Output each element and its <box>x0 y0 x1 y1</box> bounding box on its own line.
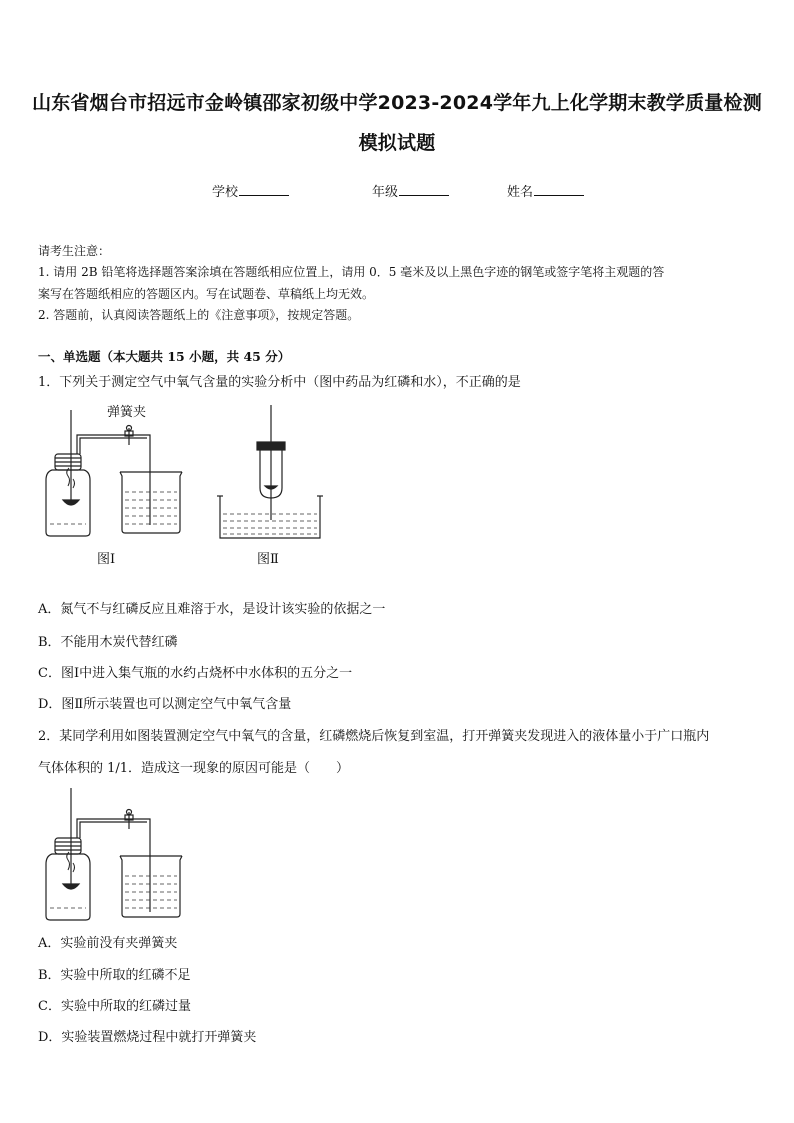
figure-1-apparatus <box>38 400 198 550</box>
q2-option-c[interactable]: C．实验中所取的红磷过量 <box>38 999 191 1014</box>
q2-figure-apparatus <box>38 784 198 929</box>
name-blank[interactable] <box>534 183 584 196</box>
spring-clip-label: 弹簧夹 <box>107 405 147 420</box>
school-field[interactable] <box>212 181 289 200</box>
grade-blank[interactable] <box>399 183 449 196</box>
q1-option-b[interactable]: B．不能用木炭代替红磷 <box>38 635 178 650</box>
notice-item2: 2. 答题前，认真阅读答题纸上的《注意事项》，按规定答题。 <box>38 308 360 322</box>
q2-option-d[interactable]: D．实验装置燃烧过程中就打开弹簧夹 <box>38 1030 257 1045</box>
figure-1-label: 图Ⅰ <box>97 552 116 567</box>
student-info-row <box>0 181 794 201</box>
q2-option-b[interactable]: B．实验中所取的红磷不足 <box>38 968 191 983</box>
q2-stem-line1: 2．某同学利用如图装置测定空气中氧气的含量，红磷燃烧后恢复到室温，打开弹簧夹发现进入的液体量小于广口瓶内 <box>38 729 710 744</box>
school-blank[interactable] <box>239 183 289 196</box>
grade-field[interactable] <box>372 181 449 200</box>
q1-option-d[interactable]: D．图Ⅱ所示装置也可以测定空气中氧气含量 <box>38 697 292 712</box>
q2-stem-line2: 气体体积的 1/1．造成这一现象的原因可能是（ ） <box>38 761 350 776</box>
figure-2-label: 图Ⅱ <box>257 552 279 567</box>
figure-2-apparatus <box>215 400 325 545</box>
name-field[interactable] <box>507 181 584 200</box>
school-label: 学校 <box>212 185 239 200</box>
grade-label: 年级 <box>372 185 399 200</box>
notice-item1-line2: 案写在答题纸相应的答题区内。写在试题卷、草稿纸上均无效。 <box>38 287 375 301</box>
q1-stem: 1．下列关于测定空气中氧气含量的实验分析中（图中药品为红磷和水），不正确的是 <box>38 375 521 390</box>
document-title-line1: 山东省烟台市招远市金岭镇邵家初级中学2023-2024学年九上化学期末教学质量检测 <box>32 92 762 114</box>
section-title: 一、单选题（本大题共 15 小题，共 45 分） <box>38 349 291 364</box>
name-label: 姓名 <box>507 185 534 200</box>
notice-heading: 请考生注意： <box>38 244 111 258</box>
q1-option-a[interactable]: A．氮气不与红磷反应且难溶于水，是设计该实验的依据之一 <box>38 602 386 617</box>
document-title-line2: 模拟试题 <box>358 132 436 154</box>
q2-option-a[interactable]: A．实验前没有夹弹簧夹 <box>38 936 178 951</box>
notice-item1-line1: 1. 请用 2B 铅笔将选择题答案涂填在答题纸相应位置上，请用 0．5 毫米及以上黑色字迹的钢笔或签字笔将主观题的答 <box>38 265 665 279</box>
q1-option-c[interactable]: C．图Ⅰ中进入集气瓶的水约占烧杯中水体积的五分之一 <box>38 666 353 681</box>
